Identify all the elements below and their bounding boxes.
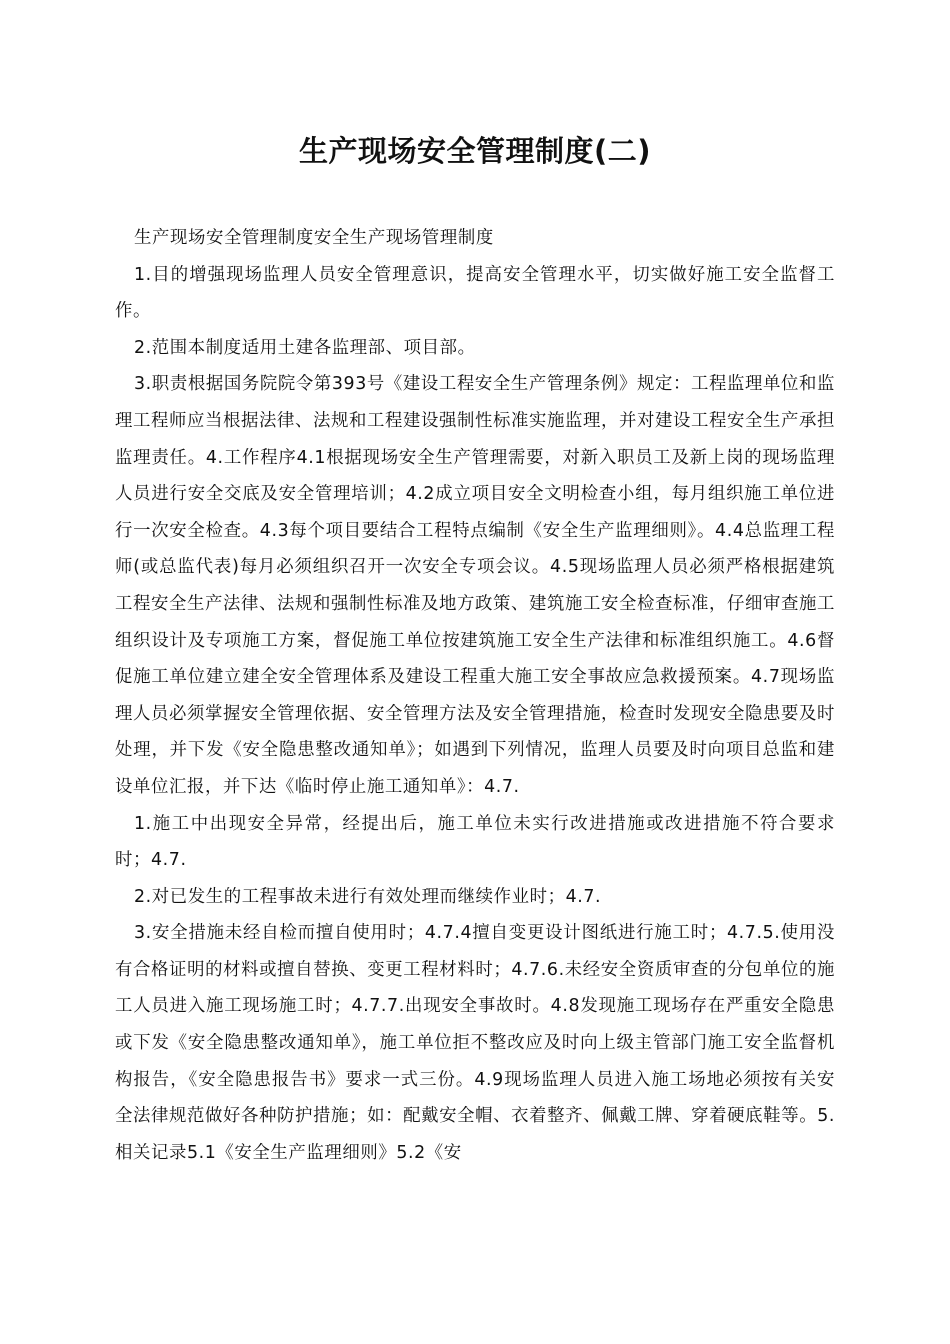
paragraph-intro: 生产现场安全管理制度安全生产现场管理制度 <box>134 228 494 248</box>
paragraph-condition-3: 3.安全措施未经自检而擅自使用时；4.7.4擅自变更设计图纸进行施工时；4.7.5.使用没有合格证明的材料或擅自替换、变更工程材料时；4.7.6.未经安全资质审查的分包单位的施工人员进入施工现场施工时；4.7.7.出现安全事故时。4.8发现施工现场存在严重安全隐患或下发《安全隐患整改通知单》，施工单位拒不整改应及时向上级主管部门施工安全监督机构报告，《安全隐患报告书》要求一式三份。4.9现场监理人员进入施工场地必须按有关安全法律规范做好各种防护措施；如：配戴安全帽、衣着整齐、佩戴工牌、穿着硬底鞋等。5.相关记录5.1《安全生产监理细则》5.2《安 <box>115 923 835 1163</box>
paragraph-condition-2: 2.对已发生的工程事故未进行有效处理而继续作业时；4.7. <box>134 886 602 907</box>
paragraph-scope: 2.范围本制度适用土建各监理部、项目部。 <box>134 337 476 358</box>
paragraph-purpose: 1.目的增强现场监理人员安全管理意识，提高安全管理水平，切实做好施工安全监督工作。 <box>115 264 835 322</box>
document-body <box>115 220 835 1171</box>
paragraph-condition-1: 1.施工中出现安全异常，经提出后，施工单位未实行改进措施或改进措施不符合要求时；4.7. <box>115 813 835 871</box>
document-title: 生产现场安全管理制度(二) <box>298 134 651 168</box>
paragraph-responsibilities: 3.职责根据国务院院令第393号《建设工程安全生产管理条例》规定：工程监理单位和监理工程师应当根据法律、法规和工程建设强制性标准实施监理，并对建设工程安全生产承担监理责任。4.工作程序4.1根据现场安全生产管理需要，对新入职员工及新上岗的现场监理人员进行安全交底及安全管理培训；4.2成立项目安全文明检查小组，每月组织施工单位进行一次安全检查。4.3每个项目要结合工程特点编制《安全生产监理细则》。4.4总监理工程师(或总监代表)每月必须组织召开一次安全专项会议。4.5现场监理人员必须严格根据建筑工程安全生产法律、法规和强制性标准及地方政策、建筑施工安全检查标准，仔细审查施工组织设计及专项施工方案，督促施工单位按建筑施工安全生产法律和标准组织施工。4.6督促施工单位建立建全安全管理体系及建设工程重大施工安全事故应急救援预案。4.7现场监理人员必须掌握安全管理依据、安全管理方法及安全管理措施，检查时发现安全隐患要及时处理，并下发《安全隐患整改通知单》；如遇到下列情况，监理人员要及时向项目总监和建设单位汇报，并下达《临时停止施工通知单》：4.7. <box>115 374 835 797</box>
